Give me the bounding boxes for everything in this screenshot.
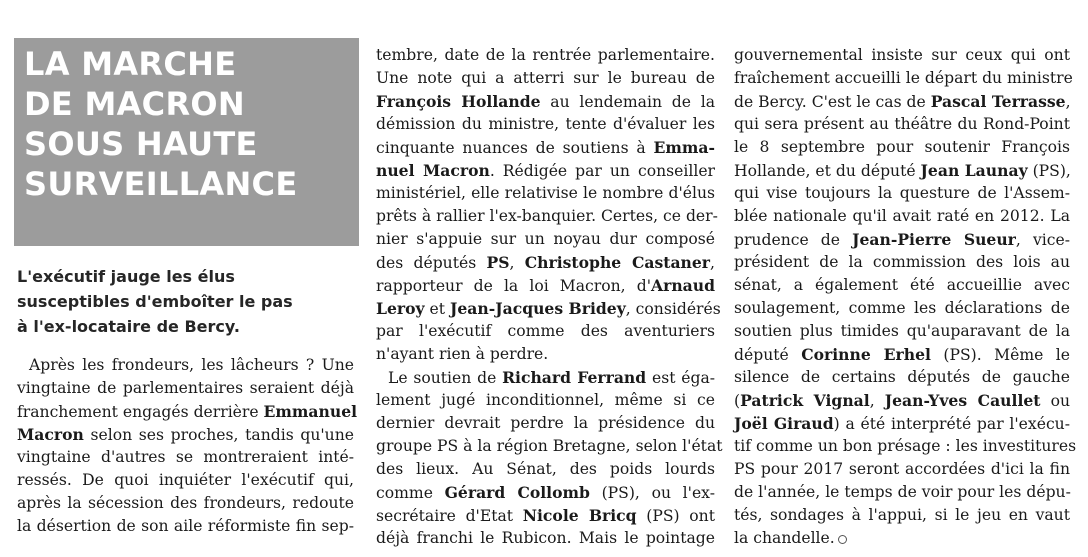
- text-line: [734, 366, 1070, 389]
- text-line: [376, 366, 715, 389]
- bold-name: Arnaud: [651, 276, 715, 295]
- text-line: [734, 458, 1070, 481]
- text-run: n'ayant rien à perdre.: [376, 345, 549, 363]
- text-run: gouvernemental insiste sur ceux qui ont: [734, 46, 1070, 64]
- text-line: [734, 205, 1070, 228]
- text-run: Après les frondeurs, les lâcheurs ? Une: [29, 356, 354, 374]
- text-run: (: [734, 392, 741, 410]
- text-run: député: [734, 346, 802, 364]
- text-line: [734, 481, 1070, 504]
- text-run: prudence de: [734, 231, 853, 249]
- text-line: [376, 182, 715, 205]
- text-line: [734, 320, 1070, 343]
- text-run: , vice-: [1015, 231, 1070, 249]
- text-line: [17, 354, 354, 377]
- text-line: [734, 251, 1070, 274]
- text-run: ou: [1040, 392, 1070, 410]
- bold-name: Nicole Bricq: [522, 506, 637, 525]
- text-run: dernier devrait perdre la présidence du: [376, 414, 715, 432]
- text-run: (PS),: [1027, 162, 1071, 180]
- text-run: comme: [376, 484, 445, 502]
- text-run: groupe PS à la région Bretagne, selon l'état: [376, 437, 723, 455]
- text-run: ministériel, elle relativise le nombre d'élus: [376, 184, 715, 202]
- text-run: (PS). Même le: [930, 346, 1070, 364]
- article-headline: LA MARCHE DE MACRON SOUS HAUTE SURVEILLANCE: [24, 45, 298, 203]
- text-run: de Bercy. C'est le cas de: [734, 93, 931, 111]
- text-line: [376, 481, 715, 504]
- text-line: [376, 343, 715, 366]
- bold-name: Jean-Pierre Sueur: [852, 230, 1016, 249]
- bold-name: Christophe Castaner: [524, 253, 711, 272]
- text-line: [734, 228, 1070, 251]
- text-line: [376, 113, 715, 136]
- text-line: [376, 527, 715, 550]
- text-run: cinquante nuances de soutiens à: [376, 139, 654, 157]
- text-line: [17, 446, 354, 469]
- bold-name: Patrick Vignal: [740, 391, 870, 410]
- text-run: président de la commission des lois au: [734, 253, 1070, 271]
- bold-name: Leroy: [376, 299, 425, 318]
- text-line: [376, 251, 715, 274]
- bold-name: Joël Giraud: [734, 414, 834, 433]
- text-run: PS pour 2017 seront accordées d'ici la fin: [734, 460, 1070, 478]
- bold-name: Macron: [17, 425, 84, 444]
- text-run: la chandelle.: [734, 529, 835, 547]
- text-run: secrétaire d'Etat: [376, 507, 523, 525]
- text-run: ,: [509, 254, 525, 272]
- text-line: [734, 67, 1073, 90]
- text-run: silence de certains députés de gauche: [734, 368, 1070, 386]
- body-column-right: [734, 44, 1077, 550]
- text-run: qui sera présent au théâtre du Rond-Point: [734, 115, 1070, 133]
- text-line: [17, 423, 354, 446]
- text-line: [376, 67, 715, 90]
- text-line: [376, 44, 715, 67]
- text-line: [17, 469, 354, 492]
- text-run: soulagement, comme les déclarations de: [734, 299, 1070, 317]
- bold-name: Jean-Jacques Bridey: [450, 299, 626, 318]
- text-run: ) a été interprété par l'exécu-: [833, 415, 1070, 433]
- text-line: [734, 412, 1070, 435]
- text-line: [376, 297, 721, 320]
- text-run: vingtaine de parlementaires seraient déjà: [17, 379, 354, 397]
- bold-name: Jean Launay: [920, 161, 1028, 180]
- text-line: [734, 159, 1070, 182]
- text-run: tés, sondages à l'appui, si le jeu en vaut: [734, 506, 1070, 524]
- text-run: franchement engagés derrière: [17, 403, 264, 421]
- text-run: soutien plus timides qu'auparavant de la: [734, 322, 1070, 340]
- text-run: ,: [869, 392, 885, 410]
- bold-name: Pascal Terrasse: [930, 92, 1066, 111]
- text-line: [734, 527, 1070, 550]
- text-run: selon ses proches, tandis qu'une: [83, 426, 354, 444]
- text-run: des députés: [376, 254, 487, 272]
- bold-name: nuel Macron: [376, 161, 490, 180]
- text-run: la désertion de son aile réformiste fin sep-: [17, 517, 354, 535]
- text-line: [376, 412, 715, 435]
- text-run: et: [424, 300, 450, 318]
- text-run: blée nationale qu'il avait raté en 2012. La: [734, 207, 1070, 225]
- text-line: [376, 205, 718, 228]
- text-run: ressés. De quoi inquiéter l'exécutif qui,: [17, 471, 354, 489]
- text-line: [734, 389, 1070, 412]
- body-column-middle: [376, 44, 723, 550]
- bold-name: Richard Ferrand: [502, 368, 647, 387]
- text-run: par l'exécutif comme des aventuriers: [376, 322, 715, 340]
- end-of-article-icon: [838, 535, 847, 544]
- text-run: de l'année, le temps de voir pour les dépu-: [734, 483, 1071, 501]
- text-line: [734, 274, 1070, 297]
- text-line: [734, 113, 1070, 136]
- text-run: (PS) ont: [636, 507, 715, 525]
- text-run: (PS), ou l'ex-: [589, 484, 715, 502]
- text-line: [376, 136, 715, 159]
- text-line: [17, 377, 354, 400]
- text-run: rapporteur de la loi Macron, d': [376, 277, 651, 295]
- body-column-left: [17, 354, 358, 538]
- text-run: nier s'appuie sur un noyau dur composé: [376, 230, 715, 248]
- text-line: [376, 504, 715, 527]
- text-line: [376, 458, 715, 481]
- text-run: . Rédigée par un conseiller: [489, 162, 715, 180]
- text-line: [734, 136, 1070, 159]
- bold-name: François Hollande: [376, 92, 541, 111]
- text-line: [376, 228, 715, 251]
- text-line: [376, 90, 715, 113]
- text-line: [17, 492, 354, 515]
- text-run: démission du ministre, tente d'évaluer les: [376, 115, 715, 133]
- text-run: ,: [710, 254, 715, 272]
- text-run: Le soutien de: [388, 369, 503, 387]
- text-run: Hollande, et du député: [734, 162, 921, 180]
- text-run: vingtaine d'autres se montreraient inté-: [17, 448, 354, 466]
- text-line: [734, 90, 1070, 113]
- text-run: après la sécession des frondeurs, redoute: [17, 494, 354, 512]
- text-line: [734, 182, 1070, 205]
- text-run: qui vise toujours la questure de l'Assem-: [734, 184, 1070, 202]
- text-run: le 8 septembre pour soutenir François: [734, 138, 1070, 156]
- text-run: tif comme un bon présage : les investitures: [734, 437, 1077, 455]
- text-run: tembre, date de la rentrée parlementaire.: [376, 46, 715, 64]
- text-line: [734, 435, 1077, 458]
- text-line: [376, 320, 715, 343]
- text-run: , considérés: [625, 300, 721, 318]
- text-line: [376, 435, 723, 458]
- text-line: [376, 389, 715, 412]
- text-line: [376, 274, 715, 297]
- text-run: des lieux. Au Sénat, des poids lourds: [376, 460, 715, 478]
- bold-name: Corinne Erhel: [801, 345, 931, 364]
- text-run: Une note qui a atterri sur le bureau de: [376, 69, 715, 87]
- text-line: [734, 504, 1070, 527]
- bold-name: Emmanuel: [263, 402, 358, 421]
- text-line: [17, 515, 354, 538]
- bold-name: Gérard Collomb: [444, 483, 590, 502]
- text-run: déjà franchi le Rubicon. Mais le pointage: [376, 529, 715, 547]
- text-run: au lendemain de la: [540, 93, 716, 111]
- text-line: [376, 159, 715, 182]
- text-line: [734, 44, 1070, 67]
- text-line: [17, 400, 358, 423]
- bold-name: Jean-Yves Caullet: [884, 391, 1041, 410]
- text-run: sénat, a également été accueillie avec: [734, 276, 1070, 294]
- text-line: [734, 297, 1070, 320]
- text-run: ,: [1065, 93, 1071, 111]
- text-run: fraîchement accueilli le départ du ministre: [734, 69, 1073, 87]
- text-line: [734, 343, 1070, 366]
- article-standfirst: L'exécutif jauge les élus susceptibles d'emboîter le pas à l'ex-locataire de Bercy.: [17, 267, 293, 336]
- text-run: prêts à rallier l'ex-banquier. Certes, ce der-: [376, 207, 718, 225]
- text-run: est éga-: [646, 369, 716, 387]
- bold-name: Emma-: [653, 138, 715, 157]
- bold-name: PS: [486, 253, 510, 272]
- text-run: lement jugé inconditionnel, même si ce: [376, 391, 715, 409]
